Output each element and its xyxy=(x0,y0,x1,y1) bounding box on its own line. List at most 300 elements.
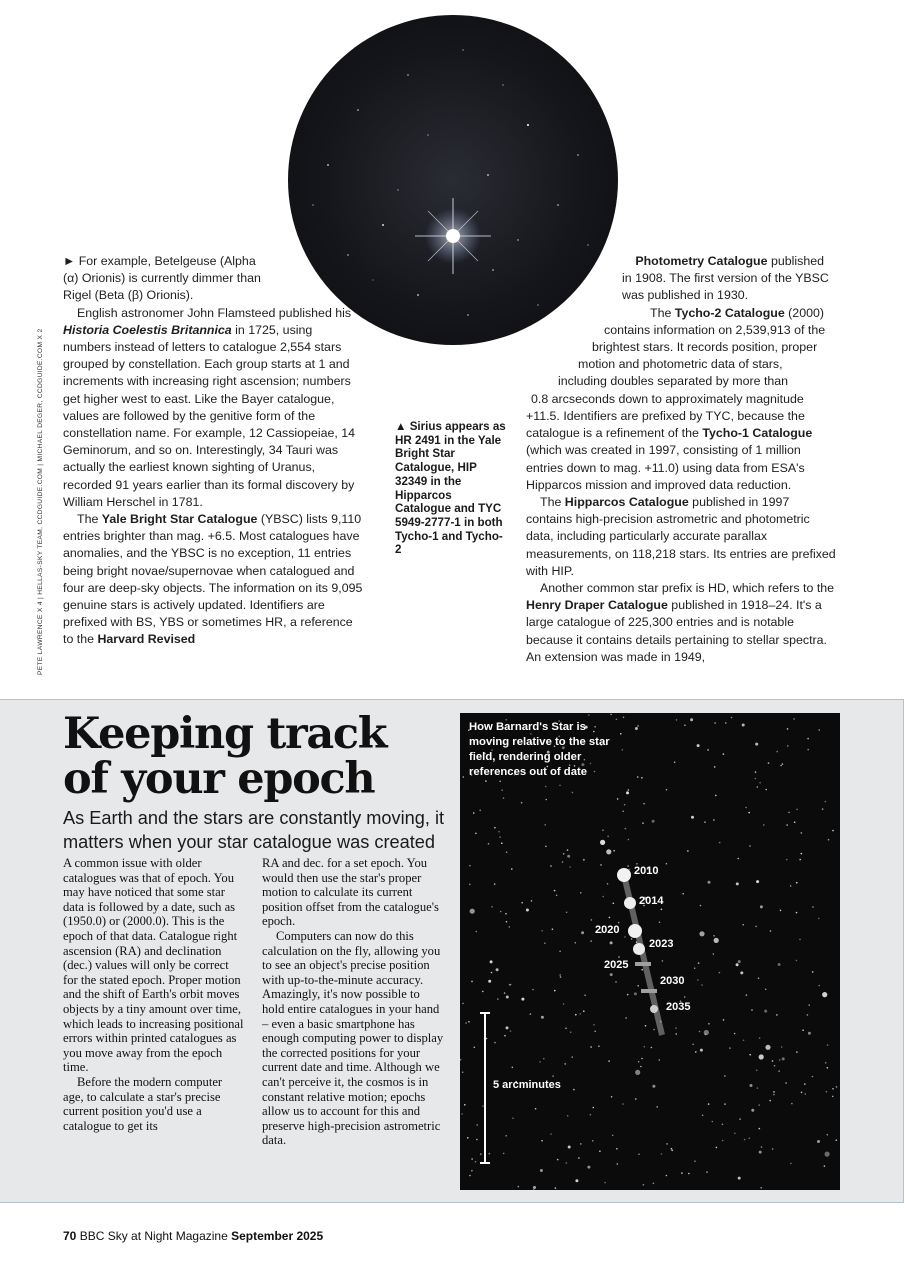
year-label-2025: 2025 xyxy=(604,959,629,971)
photo-credit: PETE LAWRENCE X 4 | HELLAS-SKY TEAM, CCDGUIDE.COM | MICHAEL DEGER, CCDGUIDE.COM X 2 xyxy=(37,328,44,675)
trail-point-2023 xyxy=(633,943,645,955)
background-star xyxy=(708,1023,710,1025)
background-star xyxy=(836,1086,838,1088)
background-star xyxy=(832,1088,834,1090)
background-star xyxy=(571,1056,573,1058)
background-star xyxy=(643,803,645,805)
background-star xyxy=(587,1166,590,1169)
background-star xyxy=(604,1182,606,1184)
background-star xyxy=(592,1140,594,1142)
background-star xyxy=(622,811,624,813)
background-star xyxy=(662,960,664,962)
background-star xyxy=(471,981,473,983)
background-star xyxy=(645,1025,647,1027)
background-star xyxy=(756,880,759,883)
background-star xyxy=(512,1067,514,1069)
background-star xyxy=(702,1115,704,1117)
background-star xyxy=(533,1189,535,1190)
background-star xyxy=(722,1140,724,1142)
background-star xyxy=(715,795,717,797)
historia-title: Historia Coelestis Britannica xyxy=(63,322,232,337)
background-star xyxy=(801,832,803,834)
background-star xyxy=(661,1153,663,1155)
tycho1-title: Tycho-1 Catalogue xyxy=(702,426,813,441)
background-star xyxy=(602,829,604,831)
background-star xyxy=(612,1135,614,1137)
background-star xyxy=(666,863,668,865)
paragraph: RA and dec. for a set epoch. You would then use the star's proper motion to calculate its current position offset from the catalogue's epoch. xyxy=(262,856,439,929)
background-star xyxy=(506,996,509,999)
background-star xyxy=(637,776,639,778)
background-star xyxy=(666,789,668,791)
background-star xyxy=(801,853,803,855)
background-star xyxy=(504,1035,506,1037)
box-column-2 xyxy=(262,856,444,1148)
background-star xyxy=(687,850,689,852)
background-star xyxy=(637,725,639,727)
background-star xyxy=(510,984,512,986)
background-star xyxy=(609,917,611,919)
background-star xyxy=(704,1030,709,1035)
background-star xyxy=(825,801,827,803)
background-star xyxy=(755,778,757,780)
background-star xyxy=(566,912,568,914)
background-star xyxy=(629,869,631,871)
background-star xyxy=(465,1022,467,1024)
background-star xyxy=(744,1139,746,1141)
background-star xyxy=(694,1160,696,1162)
background-star xyxy=(627,994,629,996)
background-star xyxy=(593,1107,595,1109)
background-star xyxy=(591,919,593,921)
background-star xyxy=(776,751,778,753)
background-star xyxy=(545,799,547,801)
background-star xyxy=(555,1187,557,1189)
background-star xyxy=(749,845,751,847)
background-star xyxy=(713,953,715,955)
line xyxy=(526,253,824,270)
background-star xyxy=(563,853,565,855)
background-star xyxy=(772,1148,774,1150)
background-star xyxy=(769,1100,771,1102)
page-footer xyxy=(63,1229,323,1243)
background-star xyxy=(827,1134,829,1136)
background-star xyxy=(774,1065,776,1067)
background-star xyxy=(736,882,739,885)
background-star xyxy=(463,776,465,778)
ybsc-paragraph xyxy=(63,511,363,649)
background-star xyxy=(462,1003,464,1005)
background-star xyxy=(598,1045,600,1047)
background-star xyxy=(832,1096,834,1098)
background-star xyxy=(713,819,715,821)
background-star xyxy=(635,727,638,730)
background-star xyxy=(615,981,617,983)
background-star xyxy=(588,714,590,716)
background-star xyxy=(756,1070,758,1072)
background-star xyxy=(725,722,727,724)
background-star xyxy=(578,1157,580,1159)
background-star xyxy=(818,918,820,920)
background-star xyxy=(684,996,686,998)
background-star xyxy=(799,859,801,861)
background-star xyxy=(634,992,637,995)
background-star xyxy=(485,780,487,782)
background-star xyxy=(640,1066,642,1068)
year-label-2010: 2010 xyxy=(634,865,659,877)
background-star xyxy=(807,1014,809,1016)
background-star xyxy=(734,1033,736,1035)
background-star xyxy=(808,1004,810,1006)
background-star xyxy=(544,942,546,944)
trail-point-2014 xyxy=(624,897,636,909)
background-star xyxy=(738,960,741,963)
background-star xyxy=(501,842,503,844)
background-star xyxy=(671,1150,673,1152)
background-star xyxy=(659,1059,661,1061)
background-star xyxy=(826,1091,828,1093)
background-star xyxy=(763,824,765,826)
background-star xyxy=(564,1063,566,1065)
text-run: The xyxy=(650,306,675,320)
background-star xyxy=(594,1031,596,1033)
background-star xyxy=(760,1187,762,1189)
background-star xyxy=(642,822,644,824)
background-star xyxy=(707,749,709,751)
background-star xyxy=(805,1093,807,1095)
year-label-2030: 2030 xyxy=(660,975,685,987)
trail-point-2010 xyxy=(617,868,631,882)
background-star xyxy=(765,989,767,991)
background-star xyxy=(807,749,809,751)
background-star xyxy=(610,973,613,976)
background-star xyxy=(543,1058,545,1060)
background-star xyxy=(617,1163,619,1165)
background-star xyxy=(503,1153,505,1155)
background-star xyxy=(729,1047,731,1049)
background-star xyxy=(489,1153,491,1155)
hd-paragraph xyxy=(526,580,838,666)
background-star xyxy=(554,890,556,892)
background-star xyxy=(827,1067,829,1069)
background-star xyxy=(801,1092,803,1094)
background-star xyxy=(581,931,584,934)
background-star xyxy=(593,1024,595,1026)
background-star xyxy=(817,1140,820,1143)
background-star xyxy=(552,928,554,930)
background-star xyxy=(723,753,725,755)
background-star xyxy=(740,971,743,974)
background-star xyxy=(644,1046,646,1048)
background-star xyxy=(712,1121,714,1123)
background-star xyxy=(780,910,782,912)
background-star xyxy=(796,882,798,884)
background-star xyxy=(476,1124,478,1126)
background-star xyxy=(535,1108,537,1110)
background-star xyxy=(475,833,477,835)
wrapped-lines-2 xyxy=(622,270,852,304)
background-star xyxy=(676,719,678,721)
background-star xyxy=(737,858,739,860)
line: motion and photometric data of stars, xyxy=(578,357,783,371)
page-number: 70 xyxy=(63,1229,77,1243)
background-star xyxy=(734,1133,736,1135)
background-star xyxy=(590,1046,592,1048)
background-star xyxy=(618,956,620,958)
box-title xyxy=(63,709,387,804)
background-star xyxy=(494,1042,496,1044)
background-star xyxy=(714,722,716,724)
background-star xyxy=(541,1016,544,1019)
barnards-star-image xyxy=(460,713,840,1190)
background-star xyxy=(500,911,502,913)
background-star xyxy=(755,926,757,928)
background-star xyxy=(482,1105,484,1107)
background-star xyxy=(790,1163,792,1165)
background-star xyxy=(518,1186,520,1188)
line: contains information on 2,539,913 of the xyxy=(604,323,826,337)
background-star xyxy=(624,936,626,938)
sirius-photo xyxy=(288,15,618,345)
background-star xyxy=(785,1082,787,1084)
background-star xyxy=(781,1046,783,1048)
background-star xyxy=(671,1148,673,1150)
background-star xyxy=(479,810,481,812)
background-star xyxy=(758,977,760,979)
background-star xyxy=(533,1186,536,1189)
background-star xyxy=(743,1040,745,1042)
tycho2-line xyxy=(650,305,870,322)
background-star xyxy=(691,816,694,819)
background-star xyxy=(491,906,493,908)
background-star xyxy=(499,836,501,838)
text-run: (YBSC) lists 9,110 entries brighter than mag. +6.5. Most catalogues have anomalies, and the YBSC is no exception, 11 entries being bright novae/supernovae when catalogued and four are deep-sky objects. The information on its 9,095 genuine stars is actively updated. Identifiers are prefixed with BS, YBS or sometimes HR, a reference to the xyxy=(63,512,363,647)
background-star xyxy=(757,1087,759,1089)
background-star xyxy=(736,963,739,966)
background-star xyxy=(476,931,478,933)
background-star xyxy=(724,1075,726,1077)
starfield-caption: How Barnard's Star is moving relative to the star field, rendering older references out of date xyxy=(469,721,610,778)
background-star xyxy=(468,1021,470,1023)
box-column-1 xyxy=(63,856,245,1133)
text-run: (2000) xyxy=(784,306,824,320)
background-star xyxy=(521,998,524,1001)
ybsc-title: Yale Bright Star Catalogue xyxy=(101,512,258,527)
background-star xyxy=(471,1170,473,1172)
tycho2-title: Tycho-2 Catalogue xyxy=(674,306,785,320)
background-star xyxy=(825,1152,830,1157)
background-star xyxy=(567,849,569,851)
background-star xyxy=(607,883,609,885)
background-star xyxy=(470,909,475,914)
background-star xyxy=(607,836,609,838)
background-star xyxy=(782,763,784,765)
background-star xyxy=(569,866,571,868)
background-star xyxy=(641,969,643,971)
background-star xyxy=(590,940,592,942)
background-star xyxy=(611,1096,613,1098)
harvard-title: Harvard Revised xyxy=(97,632,196,647)
background-star xyxy=(764,1010,767,1013)
background-star xyxy=(643,1184,645,1186)
background-star xyxy=(488,843,490,845)
background-star xyxy=(759,782,761,784)
background-star xyxy=(653,1183,655,1185)
text-run: in 1725, using numbers instead of letters to catalogue 2,554 stars grouped by constellation. Each group starts at 1 and increments with increasing right ascension; numbers get higher west to east. Like the Bayer catalogue, values are followed by the genitive form of the constellation name. For example, 12 Cassiopeiae, 14 Geminorum, and so on. Interestingly, 34 Tauri was actually the earliest known sighting of Uranus, recorded 91 years earlier than its formal discovery by William Herschel in 1781. xyxy=(63,322,356,509)
background-star xyxy=(807,738,809,740)
background-star xyxy=(469,1175,471,1177)
background-star xyxy=(759,1151,762,1154)
background-star xyxy=(772,1060,774,1062)
background-star xyxy=(521,902,523,904)
background-star xyxy=(824,1165,826,1167)
background-star xyxy=(827,1044,829,1046)
background-star xyxy=(768,762,770,764)
background-star xyxy=(748,812,750,814)
title-line: Keeping track xyxy=(63,709,387,759)
background-star xyxy=(832,830,834,832)
background-star xyxy=(755,743,758,746)
line: was published in 1930. xyxy=(622,288,749,303)
background-star xyxy=(496,968,499,971)
background-star xyxy=(787,728,789,730)
background-star xyxy=(610,941,613,944)
background-star xyxy=(666,1143,668,1145)
background-star xyxy=(742,724,745,727)
background-star xyxy=(694,967,696,969)
background-star xyxy=(666,1175,668,1177)
background-star xyxy=(562,861,564,863)
background-star xyxy=(610,714,612,716)
background-star xyxy=(606,849,611,854)
background-star xyxy=(583,1010,585,1012)
background-star xyxy=(635,1070,640,1075)
line: brightest stars. It records position, proper xyxy=(592,340,818,354)
background-star xyxy=(464,1104,466,1106)
background-star xyxy=(765,789,767,791)
starfield-svg xyxy=(460,713,840,1190)
background-star xyxy=(714,938,719,943)
box-subtitle: As Earth and the stars are constantly moving, it matters when your star catalogue was created xyxy=(63,808,445,852)
background-star xyxy=(719,842,721,844)
background-star xyxy=(786,859,788,861)
background-star xyxy=(759,1128,761,1130)
background-star xyxy=(684,725,686,727)
background-star xyxy=(541,930,543,932)
background-star xyxy=(497,998,499,1000)
magazine-name: BBC Sky at Night Magazine xyxy=(76,1229,232,1243)
background-star xyxy=(545,786,547,788)
text-run: (which was created in 1997, consisting of 1 million entries down to mag. +11.0) using data from ESA's Hipparcos mission and improved data reduction. xyxy=(526,443,805,492)
background-star xyxy=(822,992,827,997)
background-star xyxy=(796,960,798,962)
background-star xyxy=(804,1083,806,1085)
background-star xyxy=(575,1014,577,1016)
background-star xyxy=(794,821,796,823)
background-star xyxy=(575,942,577,944)
background-star xyxy=(617,798,619,800)
background-star xyxy=(467,1137,469,1139)
line: 0.8 arcseconds down to approximately magnitude xyxy=(531,392,804,406)
background-star xyxy=(674,761,676,763)
background-star xyxy=(739,1118,741,1120)
background-star xyxy=(675,1027,677,1029)
background-star xyxy=(550,1133,552,1135)
background-star xyxy=(626,791,629,794)
background-star xyxy=(742,924,744,926)
tick-2030 xyxy=(641,989,657,993)
background-star xyxy=(638,1061,640,1063)
trail-point-2020 xyxy=(628,924,642,938)
background-star xyxy=(808,1032,811,1035)
barnard-trail xyxy=(617,868,662,1035)
background-star xyxy=(659,921,661,923)
tick-2025 xyxy=(635,962,651,966)
background-star xyxy=(713,935,715,937)
background-star xyxy=(716,1147,718,1149)
text-run: Another common star prefix is HD, which refers to the xyxy=(540,581,835,596)
background-star xyxy=(779,1059,781,1061)
background-star xyxy=(559,951,561,953)
background-star xyxy=(462,1071,464,1073)
background-star xyxy=(505,1135,507,1137)
background-star xyxy=(825,1062,827,1064)
background-star xyxy=(602,896,604,898)
background-star xyxy=(501,789,503,791)
year-label-2014: 2014 xyxy=(639,895,664,907)
background-star xyxy=(652,820,655,823)
article-column-3 xyxy=(526,253,836,664)
text-run: English astronomer John Flamsteed published his xyxy=(77,305,352,320)
background-star xyxy=(778,1070,780,1072)
background-star xyxy=(724,1103,726,1105)
sirius-caption: ▲ Sirius appears as HR 2491 in the Yale Bright Star Catalogue, HIP 32349 in the Hipparcos Catalogue and TYC 5949-2777-1 in both Tycho-1 and Tycho-2 xyxy=(395,420,506,557)
background-star xyxy=(745,807,747,809)
background-star xyxy=(765,1045,770,1050)
background-star xyxy=(786,824,788,826)
text-run: The xyxy=(77,512,102,527)
background-star xyxy=(573,1089,575,1091)
background-star xyxy=(699,931,704,936)
background-star xyxy=(575,1179,578,1182)
background-star xyxy=(759,1037,761,1039)
background-star xyxy=(757,786,759,788)
background-star xyxy=(583,859,585,861)
background-star xyxy=(761,1146,763,1148)
background-star xyxy=(531,900,533,902)
background-star xyxy=(600,840,605,845)
background-star xyxy=(688,1173,690,1175)
background-star xyxy=(731,717,733,719)
hipparcos-title: Hipparcos Catalogue xyxy=(564,495,689,510)
background-star xyxy=(580,892,582,894)
background-star xyxy=(539,1061,541,1063)
background-star xyxy=(780,765,782,767)
flamsteed-paragraph xyxy=(63,305,363,511)
background-star xyxy=(566,1162,568,1164)
scale-label: 5 arcminutes xyxy=(493,1079,561,1091)
issue-date: September 2025 xyxy=(231,1229,324,1243)
background-star xyxy=(708,1103,710,1105)
background-star xyxy=(600,864,602,866)
background-star xyxy=(749,1137,751,1139)
background-star xyxy=(580,1013,582,1015)
background-star xyxy=(812,1076,814,1078)
background-star xyxy=(656,1106,658,1108)
background-star xyxy=(796,809,798,811)
background-star xyxy=(755,771,757,773)
background-star xyxy=(559,974,561,976)
